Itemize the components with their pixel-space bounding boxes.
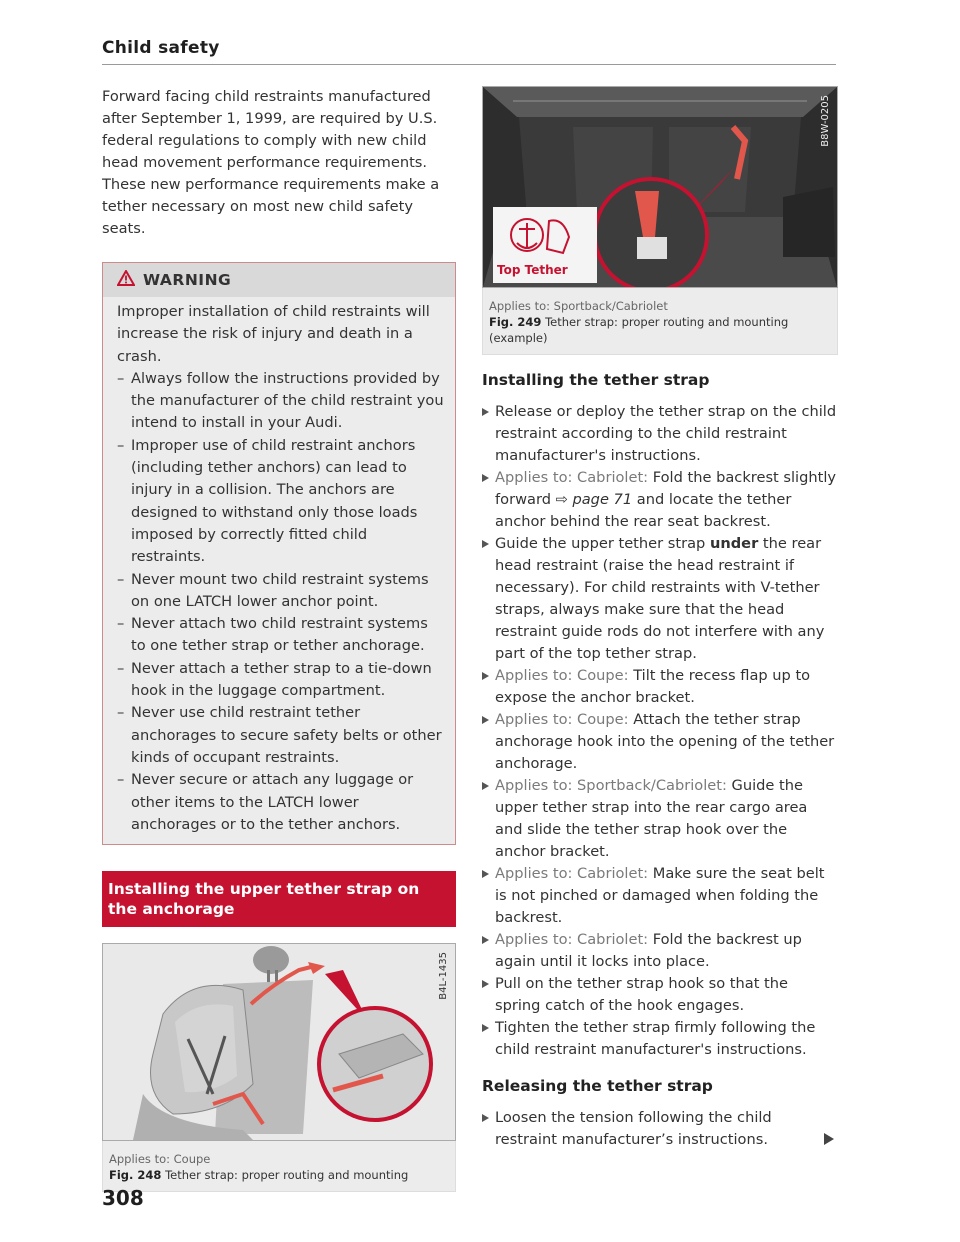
- warning-item: – Never use child restraint tether anchorages to secure safety belts or other kinds of occupant restraints.: [117, 704, 442, 766]
- continue-arrow-icon: [824, 1133, 834, 1145]
- step-item: Applies to: Coupe: Attach the tether strap anchorage hook into the opening of the tether anchorage.: [482, 709, 838, 775]
- step-arrow-icon: [482, 716, 489, 724]
- caption-text: [109, 1167, 449, 1183]
- step-arrow-icon: [482, 672, 489, 680]
- step-arrow-icon: [482, 1024, 489, 1032]
- warning-item: – Improper use of child restraint anchors (including tether anchors) can lead to injury in a collision. The anchors are designed to withstand only those loads imposed by correctly fitted child restraints.: [117, 436, 418, 566]
- warning-item: – Never attach two child restraint systems to one tether strap or tether anchorage.: [117, 615, 428, 655]
- right-column: [482, 86, 838, 1151]
- caption-description: Tether strap: proper routing and mounting: [165, 1168, 409, 1183]
- caption-applies: Applies to: Sportback/Cabriolet: [489, 299, 668, 313]
- page-link[interactable]: ⇨ page 71: [555, 491, 633, 508]
- caption-applies: Applies to: Coupe: [109, 1152, 211, 1167]
- warning-item: – Always follow the instructions provided by the manufacturer of the child restraint you intend to install in your Audi.: [117, 369, 444, 432]
- step-item: Tighten the tether strap firmly following the child restraint manufacturer's instructions.: [482, 1017, 838, 1061]
- installing-steps: [482, 401, 838, 1061]
- step-arrow-icon: [482, 870, 489, 878]
- warning-item: – Never mount two child restraint systems on one LATCH lower anchor point.: [117, 570, 429, 610]
- warning-body: [103, 297, 455, 844]
- figure-248-caption: [102, 1141, 456, 1192]
- caption-description: Tether strap: proper routing and mounting (example): [489, 315, 789, 345]
- header-divider: [102, 64, 836, 65]
- caption-label: Fig. 248: [109, 1168, 162, 1183]
- step-arrow-icon: [482, 782, 489, 790]
- warning-title: WARNING: [143, 271, 232, 289]
- step-arrow-icon: [482, 980, 489, 988]
- step-arrow-icon: [482, 540, 489, 548]
- left-column: [102, 86, 456, 1192]
- step-item: Applies to: Coupe: Tilt the recess flap up to expose the anchor bracket.: [482, 665, 838, 709]
- step-item: Applies to: Cabriolet: Make sure the seat belt is not pinched or damaged when folding the backrest.: [482, 863, 838, 929]
- step-item: Applies to: Cabriolet: Fold the backrest up again until it locks into place.: [482, 929, 838, 973]
- warning-list: [117, 368, 445, 836]
- page-number: 308: [102, 1186, 144, 1210]
- figure-249: [482, 86, 838, 288]
- warning-lead: Improper installation of child restraints will increase the risk of injury and death in a crash.: [117, 303, 430, 365]
- step-arrow-icon: [482, 408, 489, 416]
- child-seat-illustration: [103, 944, 455, 1140]
- step-item: Release or deploy the tether strap on the child restraint according to the child restraint manufacturer's instructions.: [482, 401, 838, 467]
- cargo-area-illustration: [483, 87, 837, 287]
- figure-code: B4L-1435: [438, 952, 449, 1000]
- step-item: Pull on the tether strap hook so that the spring catch of the hook engages.: [482, 973, 838, 1017]
- figure-code: B8W-0205: [820, 95, 831, 147]
- releasing-steps: [482, 1107, 838, 1151]
- warning-item: – Never secure or attach any luggage or other items to the LATCH lower anchorages or to the tether anchors.: [117, 771, 414, 833]
- section-heading: Installing the upper tether strap on the anchorage: [102, 871, 456, 927]
- warning-item: – Never attach a tether strap to a tie-down hook in the luggage compartment.: [117, 659, 432, 700]
- installing-heading: Installing the tether strap: [482, 371, 710, 389]
- step-item: Guide the upper tether strap under the rear head restraint (raise the head restraint if necessary). For child restraints with V-tether straps, always make sure that the head restraint guide rods do not interfere with any part of the top tether strap.: [482, 533, 838, 665]
- step-item: Applies to: Cabriolet: Fold the backrest slightly forward ⇨ page 71 and locate the tether anchor behind the rear seat backrest.: [482, 467, 838, 533]
- figure-249-caption: [482, 288, 838, 355]
- releasing-heading: Releasing the tether strap: [482, 1077, 713, 1095]
- page-header-title: Child safety: [102, 38, 220, 58]
- warning-header: [103, 263, 455, 297]
- warning-box: [102, 262, 456, 845]
- figure-248: [102, 943, 456, 1141]
- intro-paragraph: Forward facing child restraints manufactured after September 1, 1999, are required by U.S. federal regulations to comply with new child head movement performance requirements. These new performance requirements make a tether necessary on most new child safety seats.: [102, 88, 440, 237]
- step-arrow-icon: [482, 474, 489, 482]
- step-item: Applies to: Sportback/Cabriolet: Guide the upper tether strap into the rear cargo area and slide the tether strap hook over the anchor bracket.: [482, 775, 838, 863]
- step-arrow-icon: [482, 936, 489, 944]
- step-item: Loosen the tension following the child restraint manufacturer’s instructions.: [482, 1107, 838, 1151]
- top-tether-badge-label: Top Tether: [497, 263, 568, 277]
- caption-label: Fig. 249: [489, 315, 542, 329]
- step-arrow-icon: [482, 1114, 489, 1122]
- warning-triangle-icon: [117, 270, 135, 290]
- caption-text: [489, 314, 831, 346]
